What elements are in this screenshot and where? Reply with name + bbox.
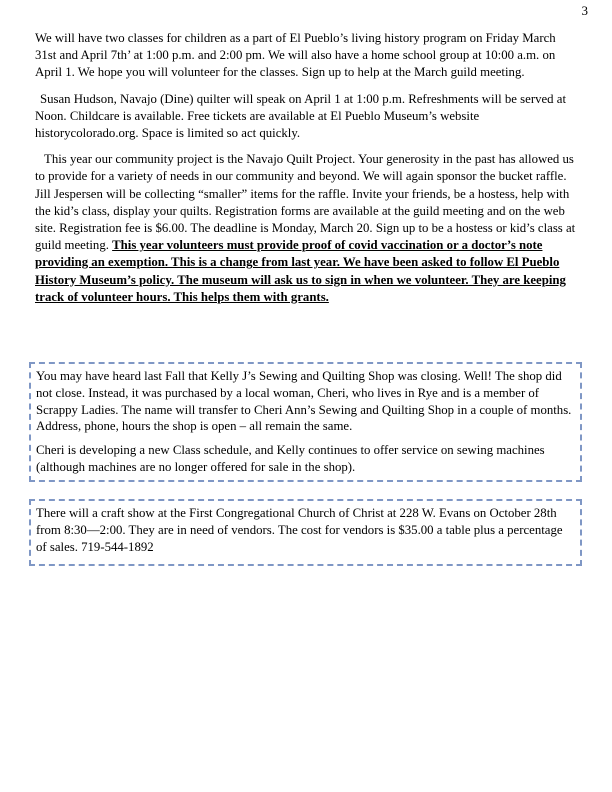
quilt-project-text: This year our community project is the Navajo Quilt Project. Your generosity in the past has allowed us to provide for a variety of needs in our community and beyond. We will again sponsor the bucket raffle. Jill Jespersen will be collecting “smaller” items for the raffle. Invite your friends, be a hostess, help with the kid’s class, display your quilts. Registration forms are available at the guild meeting and on the web site. Registration fee is $6.00. The deadline is Monday, March 20. Sign up to be a hostess or kid’s class at guild meeting.: [35, 152, 576, 253]
craft-show-box: [29, 499, 582, 566]
volunteer-policy-emphasis: This year volunteers must provide proof of covid vaccination or a doctor’s note providing an exemption. This is a change from last year. We have been asked to follow El Pueblo History Museum’s policy. The museum will ask us to sign in when we volunteer. They are keeping track of volunteer hours. This helps them with grants.: [35, 238, 566, 304]
paragraph-quilt-project: [35, 151, 580, 306]
craft-show-paragraph: There will a craft show at the First Congregational Church of Christ at 228 W. Evans on October 28th from 8:30—2:00. They are in need of vendors. The cost for vendors is $35.00 a table plus a percentage of sales. 719-544-1892: [36, 506, 563, 554]
shop-notice-box: [29, 362, 582, 482]
shop-notice-paragraph-1: You may have heard last Fall that Kelly J’s Sewing and Quilting Shop was closing. Well! The shop did not close. Instead, it was purchased by a local woman, Cheri, who lives in Rye and is a member of Scrappy Ladies. The name will transfer to Cheri Ann’s Sewing and Quilting Shop in a couple of months. Address, phone, hours the shop is open – all remain the same.: [36, 369, 572, 434]
shop-notice-paragraph-2: Cheri is developing a new Class schedule, and Kelly continues to offer service on sewing machines (although machines are no longer offered for sale in the shop).: [36, 443, 545, 474]
paragraph-susan-hudson: Susan Hudson, Navajo (Dine) quilter will speak on April 1 at 1:00 p.m. Refreshments will be served at Noon. Childcare is available. Free tickets are available at El Pueblo Museum’s website historycolorado.org. Space is limited so act quickly.: [35, 91, 566, 141]
body-text-block: [35, 30, 580, 315]
paragraph-children-classes: We will have two classes for children as a part of El Pueblo’s living history program on Friday March 31st and April 7th’ at 1:00 p.m. and 2:00 pm. We will also have a home school group at 10:00 a.m. on April 1. We hope you will volunteer for the classes. Sign up to help at the March guild meeting.: [35, 31, 556, 80]
page-number: 3: [581, 3, 588, 18]
